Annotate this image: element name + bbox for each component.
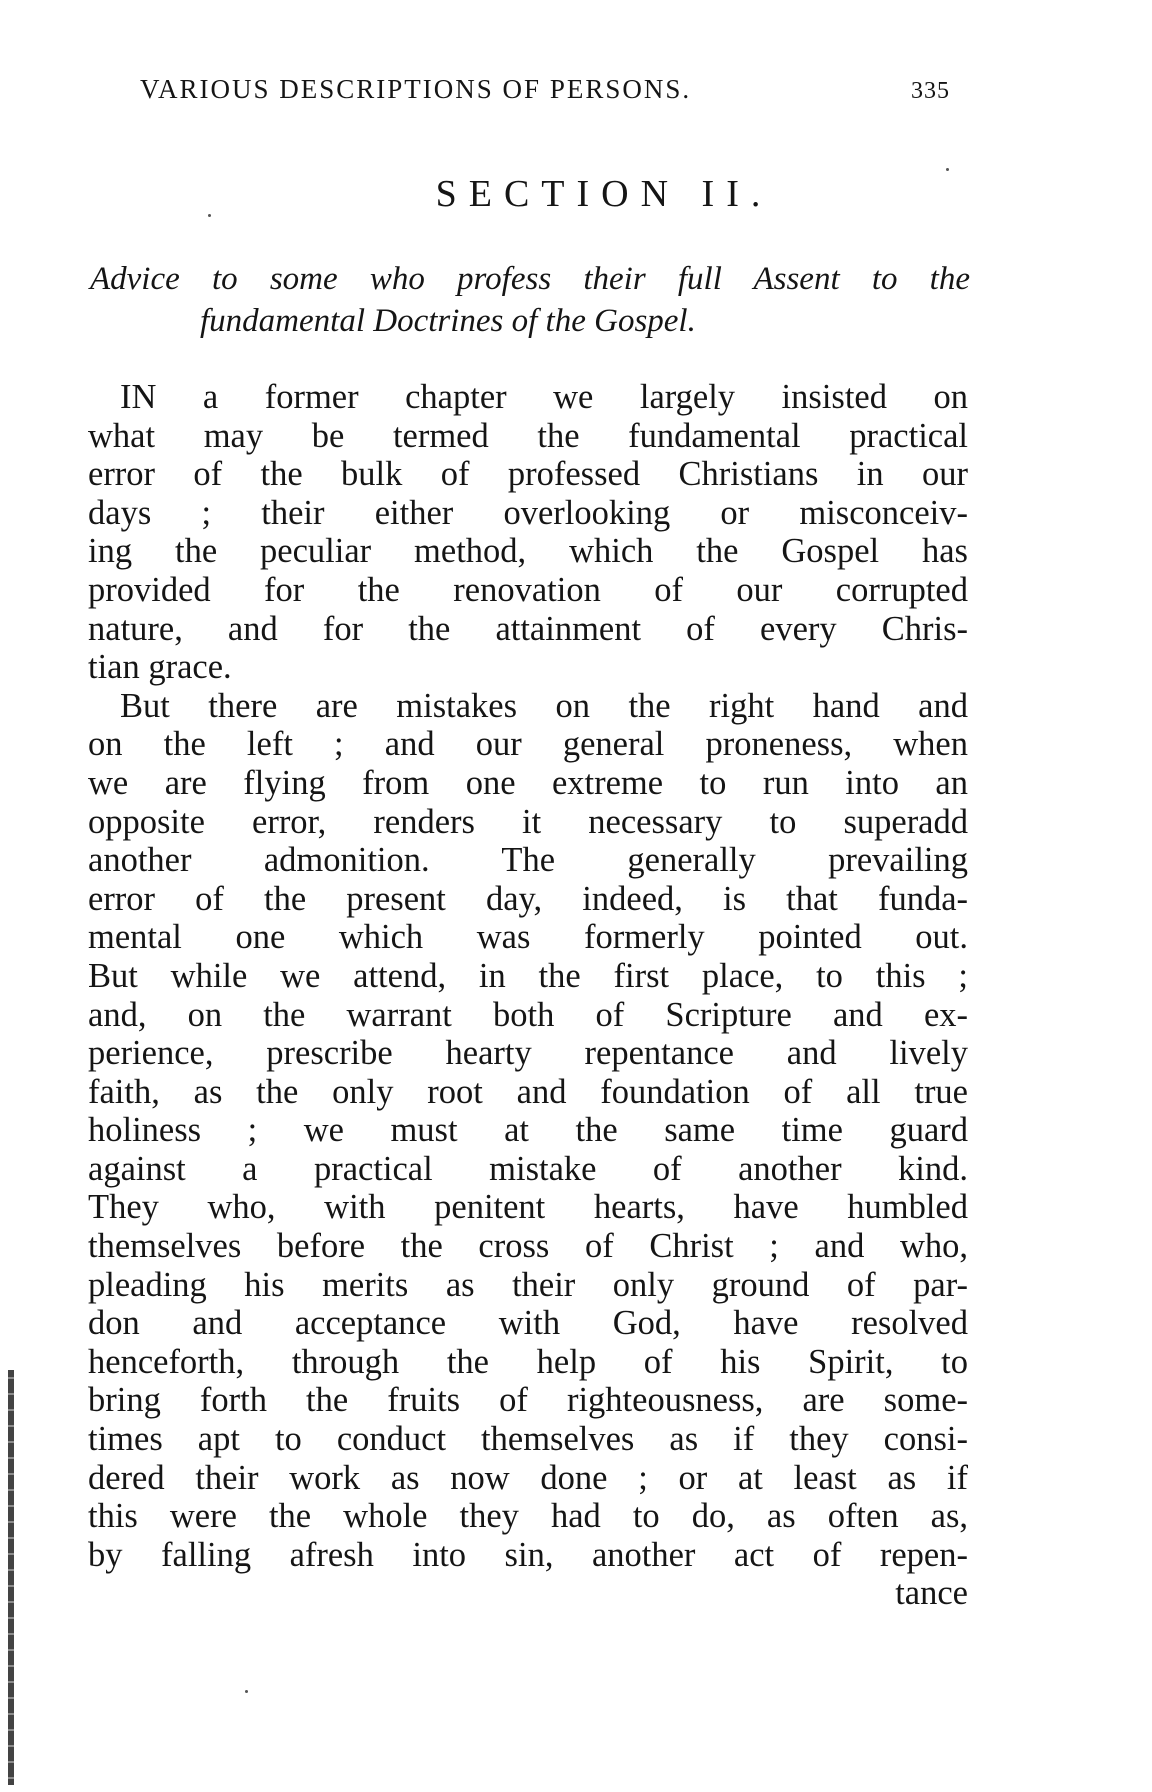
subtitle-line-1: Advice to some who profess their full Assent to the bbox=[90, 261, 970, 297]
running-head bbox=[140, 74, 960, 114]
body-line: days ; their either overlooking or misconceiv- bbox=[88, 493, 968, 532]
body-line: another admonition. The generally prevailing bbox=[88, 841, 968, 880]
body-line: ing the peculiar method, which the Gospel has bbox=[88, 532, 968, 571]
body-line: IN a former chapter we largely insisted on bbox=[120, 378, 968, 416]
body-line: don and acceptance with God, have resolved bbox=[88, 1304, 968, 1343]
body-line: But there are mistakes on the right hand and bbox=[120, 686, 968, 725]
body-line: nature, and for the attainment of every Chris- bbox=[88, 609, 968, 648]
body-line: They who, with penitent hearts, have humbled bbox=[88, 1188, 968, 1227]
body-line: holiness ; we must at the same time guard bbox=[88, 1111, 968, 1150]
body-line: times apt to conduct themselves as if they consi- bbox=[88, 1420, 968, 1459]
body-line: error of the present day, indeed, is that funda- bbox=[88, 879, 968, 918]
body-line: opposite error, renders it necessary to superadd bbox=[88, 802, 968, 841]
page-number: 335 bbox=[911, 78, 950, 104]
section-subtitle bbox=[90, 258, 970, 342]
body-line: error of the bulk of professed Christians in our bbox=[88, 455, 968, 494]
running-title: VARIOUS DESCRIPTIONS OF PERSONS. bbox=[140, 74, 692, 104]
body-line: themselves before the cross of Christ ; and who, bbox=[88, 1227, 968, 1266]
body-line: But while we attend, in the first place, to this ; bbox=[88, 956, 968, 995]
ink-speck bbox=[245, 1690, 248, 1693]
body-line: on the left ; and our general proneness, when bbox=[88, 725, 968, 764]
body-line: perience, prescribe hearty repentance and lively bbox=[88, 1034, 968, 1073]
body-line: dered their work as now done ; or at least as if bbox=[88, 1458, 968, 1497]
body-line: faith, as the only root and foundation of all true bbox=[88, 1072, 968, 1111]
body-line: provided for the renovation of our corrupted bbox=[88, 570, 968, 609]
body-line: against a practical mistake of another kind. bbox=[88, 1149, 968, 1188]
body-line: what may be termed the fundamental practical bbox=[88, 416, 968, 455]
body-text bbox=[88, 378, 968, 1613]
body-line: pleading his merits as their only ground of par- bbox=[88, 1265, 968, 1304]
catchword: tance bbox=[895, 1574, 968, 1613]
body-line: henceforth, through the help of his Spirit, to bbox=[88, 1342, 968, 1381]
body-line: mental one which was formerly pointed out. bbox=[88, 918, 968, 957]
ink-speck bbox=[946, 168, 949, 171]
gutter-scan-edge bbox=[8, 1370, 14, 1785]
ink-speck bbox=[208, 214, 211, 217]
body-line: and, on the warrant both of Scripture and ex- bbox=[88, 995, 968, 1034]
subtitle-line-2: fundamental Doctrines of the Gospel. bbox=[200, 303, 696, 339]
body-line: by falling afresh into sin, another act of repen- bbox=[88, 1535, 968, 1574]
body-line: this were the whole they had to do, as often as, bbox=[88, 1497, 968, 1536]
body-line: we are flying from one extreme to run into an bbox=[88, 763, 968, 802]
section-heading: SECTION II. bbox=[435, 173, 773, 215]
body-line: bring forth the fruits of righteousness, are some- bbox=[88, 1381, 968, 1420]
body-line: tian grace. bbox=[88, 648, 232, 687]
